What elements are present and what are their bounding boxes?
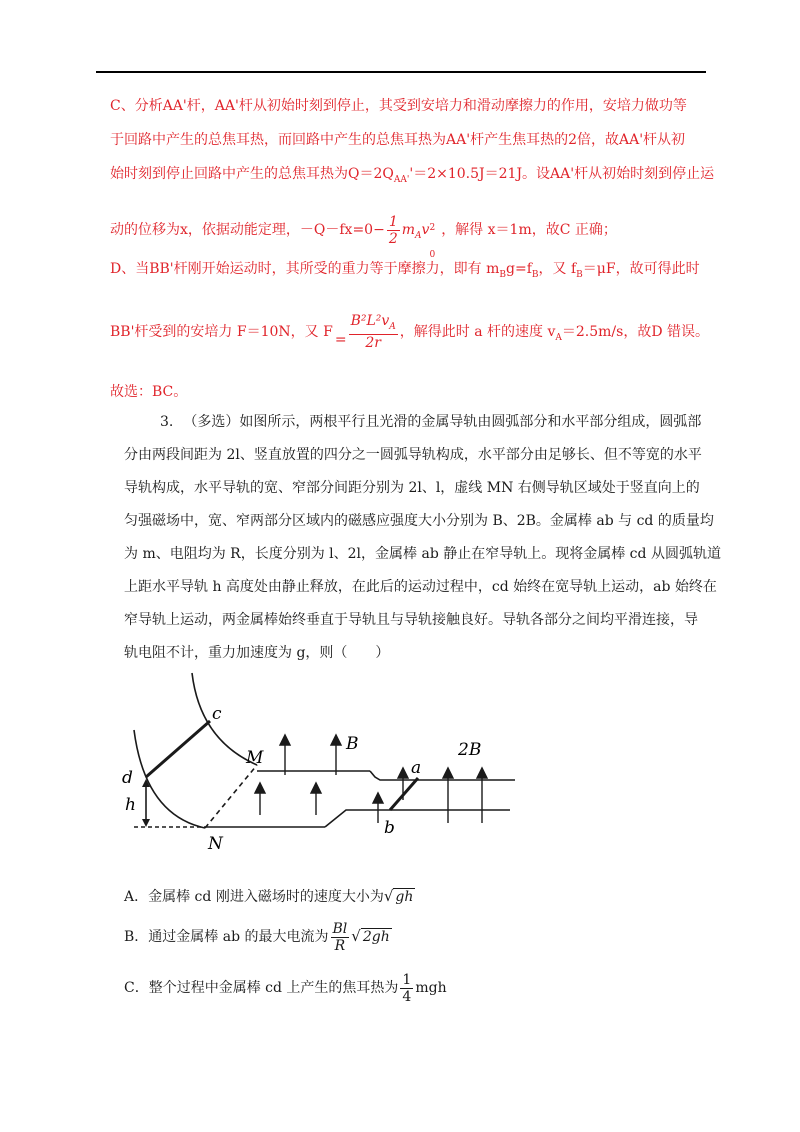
question-line-4: 匀强磁场中，宽、窄两部分区域内的磁感应强度大小分别为 B、2B。金属棒 ab 与 cd 的质量均 [124,513,714,529]
label-N: N [208,834,223,854]
label-M: M [246,748,264,768]
option-c: C．整个过程中金属棒 cd 上产生的焦耳热为 $\frac{1}{4}$ mgh [124,971,447,1005]
h-arrow-down [142,819,150,827]
question-line-6: 上距水平导轨 h 高度处由静止释放，在此后的运动过程中，cd 始终在宽导轨上运动，ab 始终在 [124,579,717,595]
question-line-5: 为 m、电阻均为 R，长度分别为 l、2l，金属棒 ab 静止在窄导轨上。现将金属棒 cd 从圆弧轨道 [124,546,721,562]
question-line-1: 3. （多选）如图所示，两根平行且光滑的金属导轨由圆弧部分和水平部分组成，圆弧部 [160,414,702,430]
solution-d-line2: BB'杆受到的安培力 F＝10N，又 F = $\frac{B^2L^2v_A}{2r}$ ，解得此时 a 杆的速度 $v_A=2.5m/s$，故D 错误。 [110,312,710,352]
rod-cd [146,721,210,777]
solution-c-line1: C、分析AA'杆，AA'杆从初始时刻到停止，其受到安培力和滑动摩擦力的作用，安培力做功等 [110,98,687,114]
solution-c-line2: 于回路中产生的总焦耳热，而回路中产生的总焦耳热为AA'杆产生焦耳热的2倍，故AA'杆从初 [110,132,686,148]
label-a: a [411,758,422,778]
label-B: B [346,734,359,754]
question-line-3: 导轨构成，水平导轨的宽、窄部分间距分别为 2l、l，虚线 MN 右侧导轨区域处于竖直向上的 [124,480,700,496]
top-rule [96,71,706,73]
label-h: h [125,795,136,815]
outer-arc-rail [134,730,205,828]
question-line-2: 分由两段间距为 2l、竖直放置的四分之一圆弧导轨构成，水平部分由足够长、但不等宽的水平 [124,447,702,463]
rod-ab [390,778,418,810]
solution-c-line4: 动的位移为x，依据动能定理，－Q－fx=0− $\frac{1}{2}$ $m_Av^2$ 0 ，解得 x＝1m，故C 正确； [110,213,617,260]
answer-line: 故选：BC。 [110,384,188,400]
label-b: b [384,818,395,838]
rail-diagram [120,665,540,865]
option-b: B．通过金属棒 ab 的最大电流为 $\frac{Bl}{R}$ √ 2gh [124,920,390,954]
label-c: c [212,704,222,724]
boundary-MN [205,765,257,828]
fraction-half: $\frac{1}{2}$ [388,213,398,247]
label-d: d [122,768,133,788]
fraction-ampere-force: $\frac{B^2L^2v_A}{2r}$ [350,312,396,352]
solution-d-line1: D、当BB'杆刚开始运动时，其所受的重力等于摩擦力，即有 $m_Bg=f_B$，又 $f_B=\mu F$，故可得此时 [110,261,700,280]
question-line-8: 轨电阻不计，重力加速度为 g，则（ ） [124,645,390,661]
question-line-7: 窄导轨上运动，两金属棒始终垂直于导轨且与导轨接触良好。导轨各部分之间均平滑连接，导 [124,612,698,628]
label-2B: 2B [458,740,482,760]
option-a: A．金属棒 cd 刚进入磁场时的速度大小为√ gh [124,887,414,905]
solution-c-line3: 始时刻到停止回路中产生的总焦耳热为$Q=2Q_{AA'}'=2\times 10.5J=21J$。设AA'杆从初始时刻到停止运 [110,166,715,185]
